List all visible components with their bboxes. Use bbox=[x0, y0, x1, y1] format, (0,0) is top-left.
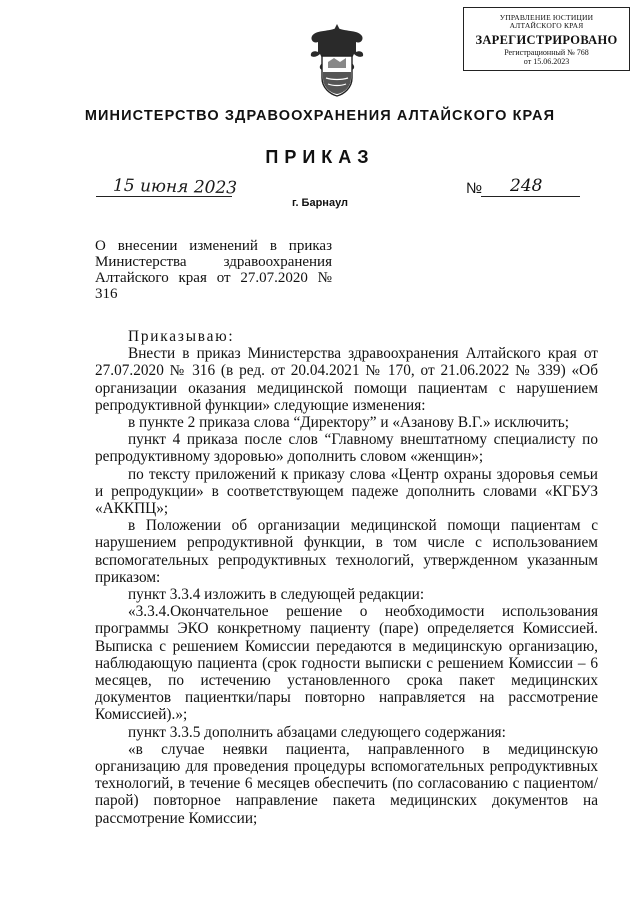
stamp-title: ЗАРЕГИСТРИРОВАНО bbox=[475, 33, 618, 47]
stamp-line-2: АЛТАЙСКОГО КРАЯ bbox=[509, 21, 584, 30]
body-paragraph: Приказываю: bbox=[128, 328, 235, 345]
handwritten-number: 248 bbox=[510, 176, 543, 196]
ministry-name: МИНИСТЕРСТВО ЗДРАВООХРАНЕНИЯ АЛТАЙСКОГО КРАЯ bbox=[84, 108, 556, 124]
city-name: г. Барнаул bbox=[291, 197, 349, 209]
number-label: № bbox=[466, 180, 483, 197]
document-type: ПРИКАЗ bbox=[265, 147, 375, 167]
body-paragraph: «в случае неявки пациента, направленного в медицинскую организацию для проведения процедуры вспомогательных репродуктивных технологий, в течение 6 месяцев обеспечить (по согласованию с пациентом/парой) повторное направление пакета медицинских документов на рассмотрение Комиссии; bbox=[95, 740, 598, 827]
body-paragraph: пункт 3.3.5 дополнить абзацами следующего содержания: bbox=[128, 723, 506, 741]
stamp-reg-number: Регистрационный № 768 bbox=[504, 48, 589, 57]
document-body bbox=[95, 328, 598, 827]
stamp-line-1: УПРАВЛЕНИЕ ЮСТИЦИИ bbox=[499, 13, 594, 22]
body-paragraph: по тексту приложений к приказу слова «Центр охраны здоровья семьи и репродукции» в соответствующем падеже дополнить словами «КГБУЗ «АККПЦ»; bbox=[95, 465, 598, 518]
handwritten-date: 15 июня 2023 bbox=[112, 175, 238, 199]
document-subject: О внесении изменений в приказ Министерства здравоохранения Алтайского края от 27.07.2020 № 316 bbox=[95, 238, 332, 302]
body-paragraph: в пункте 2 приказа слова “Директору” и «Азанову В.Г.» исключить; bbox=[128, 414, 570, 432]
registration-stamp bbox=[463, 7, 630, 71]
body-paragraph: пункт 4 приказа после слов “Главному внештатному специалисту по репродуктивному здоровью» дополнить словом «женщин»; bbox=[95, 431, 598, 466]
body-paragraph: в Положении об организации медицинской помощи пациентам с нарушением репродуктивной функции, в том числе с использованием вспомогательных репродуктивных технологий, утвержденном указанным приказом: bbox=[95, 517, 598, 586]
coat-of-arms-icon bbox=[306, 22, 368, 98]
body-paragraph: пункт 3.3.4 изложить в следующей редакции: bbox=[128, 586, 425, 604]
stamp-reg-date: от 15.06.2023 bbox=[523, 57, 570, 66]
body-paragraph: Внести в приказ Министерства здравоохранения Алтайского края от 27.07.2020 № 316 (в ред. от 20.04.2021 № 170, от 21.06.2022 № 339) «Об организации оказания медицинской помощи пациентам с нарушением репродуктивной функции» следующие изменения: bbox=[95, 345, 598, 414]
body-paragraph: «3.3.4.Окончательное решение о необходимости использования программы ЭКО конкретному пациенту (паре) определяется Комиссией. Выписка с решением Комиссии передаются в медицинскую организацию, наблюдающую пациента (срок годности выписки с решением Комиссии – 6 месяцев, по истечению установленного срока пакет медицинских документов пациентки/пары повторно направляется на рассмотрение Комиссией).»; bbox=[95, 603, 598, 724]
